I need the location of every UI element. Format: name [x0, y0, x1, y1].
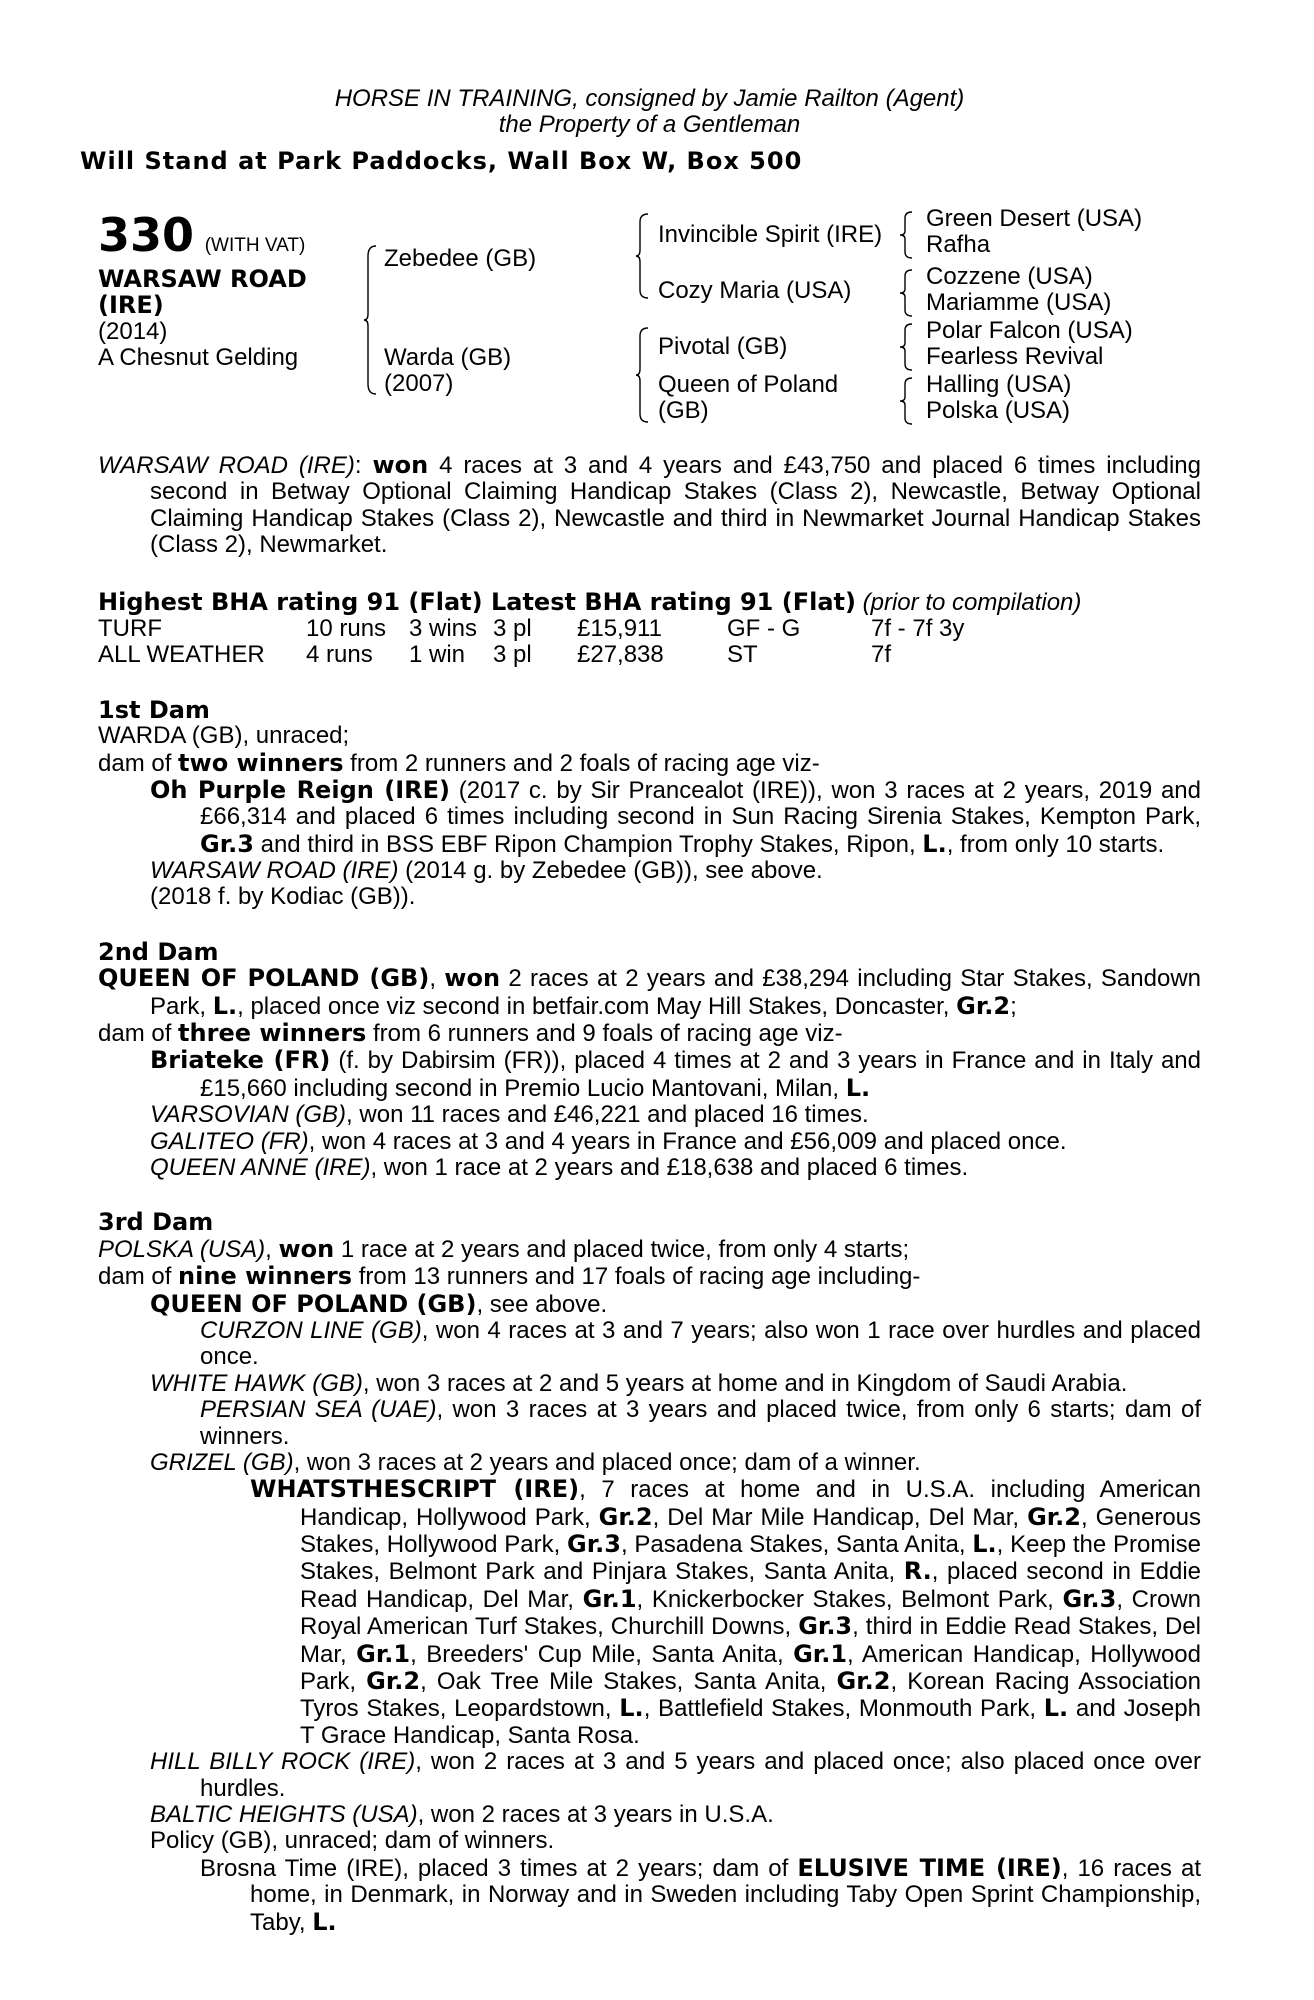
dam2-heading: 2nd Dam [98, 937, 219, 966]
progeny-text: , Generous Stakes, Hollywood Park, [300, 1503, 1202, 1559]
form-table [98, 616, 964, 669]
form-surface: ALL WEATHER [98, 641, 265, 669]
progeny-text: , won 1 race at 2 years and £18,638 and placed 6 times. [370, 1153, 969, 1181]
dam2-text: ; [1010, 992, 1017, 1020]
summary-colon: : [354, 452, 362, 479]
dam3-grandprogeny-brosna [98, 1855, 1201, 1936]
brace-g4 [900, 376, 914, 426]
form-places: 3 pl [493, 614, 532, 642]
form-distance: 7f [871, 641, 892, 669]
grade-label: Gr.2 [598, 1502, 653, 1531]
dam3-grandprogeny-whatsthescript [98, 1476, 1201, 1749]
progeny-text: , 16 races at home, in Denmark, in Norway and in Sweden including Taby Open Sprint Championship, Taby, [250, 1854, 1202, 1936]
grade-label: Gr.3 [567, 1530, 621, 1559]
progeny-text: , American Handicap, Hollywood Park, [300, 1640, 1201, 1696]
brace-g1 [900, 210, 914, 260]
dam3-name: POLSKA (USA) [98, 1235, 266, 1263]
progeny-text: (2017 c. by Sir Prancealot (IRE)), won 3 races at 2 years, 2019 and £66,314 and placed 6 times including second in Sun Racing Sirenia Stakes, Kempton Park, [200, 776, 1202, 831]
ped-dam: Warda (GB) [384, 344, 512, 371]
progeny-name: HILL BILLY ROCK (IRE) [150, 1748, 416, 1776]
progeny-text: and third in BSS EBF Ripon Champion Trophy Stakes, Ripon, [253, 830, 923, 858]
ped-dss: Polar Falcon (USA) [926, 317, 1133, 344]
progeny-name: QUEEN OF POLAND (GB) [150, 1289, 477, 1318]
lot-number: 330 [98, 208, 195, 262]
form-going: ST [727, 641, 758, 669]
ped-dam-dam-2: (GB) [658, 397, 709, 424]
restricted-label: R. [903, 1557, 932, 1586]
dam2-won: won [444, 964, 501, 993]
horse-description: A Chesnut Gelding [98, 344, 299, 372]
progeny-text: (f. by Dabirsim (FR)), placed 4 times at 2 and 3 years in France and in Italy and £15,660 including second in Premio Lucio Mantovani, Milan, [200, 1047, 1201, 1102]
progeny-text: , Del Mar Mile Handicap, Del Mar, [652, 1503, 1028, 1531]
form-distance: 7f - 7f 3y [871, 614, 965, 642]
dam1-progeny-3: (2018 f. by Kodiac (GB)). [150, 883, 416, 911]
dam3-winners: nine winners [178, 1262, 353, 1291]
listed-label: L. [922, 829, 947, 858]
dam2-progeny-4 [98, 1155, 1201, 1181]
dam1-heading: 1st Dam [98, 695, 210, 724]
ped-dds: Halling (USA) [926, 371, 1072, 398]
dam3-progeny-curzon [98, 1318, 1201, 1371]
progeny-text: , won 3 races at 2 and 5 years at home and in Kingdom of Saudi Arabia. [362, 1369, 1128, 1397]
dam1-line2 [98, 750, 1201, 777]
summary-paragraph [98, 452, 1201, 559]
dam1-line1: WARDA (GB), unraced; [98, 722, 350, 750]
progeny-name: WARSAW ROAD (IRE) [150, 857, 399, 885]
dam1-line2-c: from 2 runners and 2 foals of racing age viz- [343, 749, 820, 777]
ped-ddd: Polska (USA) [926, 397, 1071, 424]
header-line-1 [98, 86, 1201, 112]
form-row-all-weather [98, 642, 964, 668]
progeny-text: (2014 g. by Zebedee (GB)), see above. [398, 857, 823, 885]
form-wins: 3 wins [409, 614, 478, 642]
listed-label: L. [845, 1073, 871, 1102]
progeny-text: , placed second in Eddie Read Handicap, Del Mar, [300, 1558, 1201, 1613]
header-line-2 [98, 112, 1201, 138]
progeny-text: , from only 10 starts. [946, 830, 1165, 858]
grade-label: Gr.2 [836, 1667, 891, 1696]
listed-label: L. [619, 1694, 644, 1723]
progeny-text: , won 4 races at 3 and 7 years; also won 1 race over hurdles and placed once. [200, 1316, 1201, 1371]
progeny-text: , see above. [476, 1290, 608, 1318]
dam2-winners: three winners [178, 1019, 367, 1048]
dam3-produce-line [98, 1263, 1201, 1290]
progeny-name: CURZON LINE (GB) [200, 1316, 422, 1344]
progeny-text: , won 2 races at 3 and 5 years and placed once; also placed once over hurdles. [200, 1748, 1201, 1802]
header-line-1-text: HORSE IN TRAINING, consigned by Jamie Railton (Agent) [334, 85, 965, 112]
progeny-text: , third in Eddie Read Stakes, Del Mar, [300, 1613, 1202, 1668]
progeny-text: , 7 races at home and in U.S.A. including American Handicap, Hollywood Park, [300, 1476, 1201, 1531]
progeny-name: GRIZEL (GB) [150, 1448, 294, 1476]
progeny-text: Brosna Time (IRE), placed 3 times at 2 years; dam of [200, 1854, 798, 1882]
grade-label: Gr.2 [956, 991, 1011, 1020]
dam2-progeny-2 [98, 1102, 1201, 1128]
brace-sire-parents [636, 212, 650, 300]
dam3-progeny-hill-billy [98, 1749, 1201, 1802]
progeny-name: BALTIC HEIGHTS (USA) [150, 1800, 418, 1828]
ped-sss: Green Desert (USA) [926, 205, 1143, 232]
summary-horse-name: WARSAW ROAD (IRE) [98, 452, 355, 479]
summary-won: won [372, 451, 429, 479]
horse-name-line2: (IRE) [98, 291, 164, 320]
dam3-record [98, 1236, 1201, 1263]
ped-sdd: Mariamme (USA) [926, 289, 1112, 316]
ped-sire: Zebedee (GB) [384, 245, 537, 272]
grade-label: Gr.1 [356, 1639, 411, 1668]
progeny-text: , Pasadena Stakes, Santa Anita, [620, 1531, 973, 1559]
progeny-text: , won 2 races at 3 years in U.S.A. [417, 1800, 774, 1828]
form-surface: TURF [98, 614, 162, 642]
dam3-text: 1 race at 2 years and placed twice, from only 4 starts; [334, 1235, 910, 1263]
brace-dam-parents [636, 326, 650, 424]
listed-label: L. [972, 1530, 997, 1559]
ped-ssd: Rafha [926, 231, 991, 258]
dam1-progeny-2 [98, 858, 1201, 884]
dam3-produce-c: from 13 runners and 17 foals of racing age including- [352, 1263, 921, 1291]
grade-label: Gr.1 [582, 1584, 637, 1613]
dam2-progeny-1 [98, 1047, 1201, 1102]
progeny-text: , Breeders' Cup Mile, Santa Anita, [410, 1640, 794, 1668]
progeny-text: , Battlefield Stakes, Monmouth Park, [643, 1695, 1044, 1723]
ped-dsd: Fearless Revival [926, 343, 1104, 370]
dam3-progeny-queen [98, 1291, 1201, 1318]
listed-label: L. [1043, 1694, 1069, 1723]
header-line-2-text: the Property of a Gentleman [498, 111, 801, 138]
horse-name-line1: WARSAW ROAD [98, 265, 307, 293]
progeny-name: WHITE HAWK (GB) [150, 1369, 363, 1397]
grade-label: Gr.1 [793, 1639, 848, 1668]
progeny-text: , won 3 races at 3 years and placed twice, from only 6 starts; dam of winners. [200, 1396, 1201, 1450]
dam1-winners: two winners [178, 748, 344, 777]
lot-block [98, 210, 305, 261]
progeny-name: VARSOVIAN (GB) [150, 1101, 347, 1129]
ratings-note: (prior to compilation) [862, 588, 1082, 616]
form-wins: 1 win [409, 641, 466, 669]
ratings-line [98, 589, 1201, 616]
form-row-turf [98, 616, 964, 642]
form-places: 3 pl [493, 641, 532, 669]
lot-details [98, 266, 307, 372]
dam2-name: QUEEN OF POLAND (GB) [98, 964, 430, 993]
form-prize-money: £27,838 [577, 641, 664, 669]
ped-sire-dam: Cozy Maria (USA) [658, 277, 852, 304]
dam2-produce-line [98, 1020, 1201, 1047]
dam3-progeny-white [98, 1371, 1201, 1397]
dam2-text: 2 races at 2 years and £38,294 including Star Stakes, Sandown Park, [150, 965, 1201, 1020]
dam2-comma: , [429, 965, 445, 993]
lot-vat: (WITH VAT) [204, 235, 306, 256]
brace-g3 [900, 322, 914, 372]
listed-label: L. [212, 991, 238, 1020]
dam3-progeny-persian [98, 1397, 1201, 1450]
ped-sds: Cozzene (USA) [926, 263, 1093, 290]
progeny-name: GALITEO (FR) [150, 1127, 309, 1155]
ped-sire-sire: Invincible Spirit (IRE) [658, 221, 883, 248]
progeny-text: , Keep the Promise Stakes, Belmont Park and Pinjara Stakes, Santa Anita, [300, 1531, 1202, 1586]
brace-sire-dam [364, 244, 378, 396]
progeny-name: QUEEN ANNE (IRE) [150, 1153, 371, 1181]
progeny-name: Oh Purple Reign (IRE) [150, 775, 451, 804]
horse-year: (2014) [98, 317, 168, 345]
dam2-progeny-3 [98, 1129, 1201, 1155]
summary-text: 4 races at 3 and 4 years and £43,750 and placed 6 times including second in Betway Optional Claiming Handicap Stakes (Class 2), Newcastle, Betway Optional Claiming Handicap Stakes (Class 2), Newcastle and third in Newmarket Journal Handicap Stakes (Class 2), Newmarket. [150, 452, 1202, 559]
header-line-3-text: Will Stand at Park Paddocks, Wall Box W, Box 500 [80, 147, 803, 175]
form-runs: 10 runs [306, 614, 387, 642]
dam2-produce-a: dam of [98, 1020, 179, 1048]
form-going: GF - G [727, 614, 801, 642]
dam3-progeny-grizel [98, 1450, 1201, 1476]
dam3-progeny-policy: Policy (GB), unraced; dam of winners. [150, 1827, 555, 1855]
listed-label: L. [312, 1907, 337, 1936]
dam1-progeny-1 [98, 777, 1201, 858]
dam3-comma: , [265, 1235, 279, 1263]
dam3-won: won [278, 1234, 335, 1263]
grade-label: Gr.2 [366, 1667, 421, 1696]
header-line-3 [80, 148, 1215, 174]
progeny-name: Briateke (FR) [150, 1046, 331, 1075]
dam2-record [98, 965, 1201, 1020]
progeny-name: ELUSIVE TIME (IRE) [797, 1853, 1062, 1882]
form-prize-money: £15,911 [577, 614, 662, 642]
brace-g2 [900, 268, 914, 318]
progeny-text: , Knickerbocker Stakes, Belmont Park, [636, 1585, 1063, 1613]
progeny-text: , Oak Tree Mile Stakes, Santa Anita, [420, 1668, 837, 1696]
progeny-text: , Korean Racing Association Tyros Stakes, Leopardstown, [300, 1668, 1201, 1723]
ped-dam-dam-1: Queen of Poland [658, 371, 839, 398]
form-runs: 4 runs [306, 641, 373, 669]
progeny-name: PERSIAN SEA (UAE) [200, 1396, 437, 1424]
ped-dam-year: (2007) [384, 370, 454, 397]
grade-label: Gr.3 [200, 829, 254, 858]
ratings-bold: Highest BHA rating 91 (Flat) Latest BHA rating 91 (Flat) [98, 587, 856, 616]
dam2-text: , placed once viz second in betfair.com May Hill Stakes, Doncaster, [237, 992, 957, 1020]
dam1-line2-a: dam of [98, 749, 179, 777]
ped-dam-sire: Pivotal (GB) [658, 333, 788, 360]
progeny-text: , Crown Royal American Turf Stakes, Churchill Downs, [300, 1585, 1202, 1641]
grade-label: Gr.3 [1062, 1584, 1117, 1613]
dam3-produce-a: dam of [98, 1263, 179, 1291]
dam3-progeny-baltic [98, 1802, 1201, 1828]
dam3-heading: 3rd Dam [98, 1208, 214, 1237]
catalogue-body [98, 452, 1201, 1936]
progeny-text: and Joseph T Grace Handicap, Santa Rosa. [300, 1695, 1201, 1749]
progeny-text: , won 3 races at 2 years and placed once; dam of a winner. [293, 1448, 921, 1476]
grade-label: Gr.2 [1027, 1502, 1081, 1531]
progeny-text: , won 4 races at 3 and 4 years in France and £56,009 and placed once. [308, 1127, 1067, 1155]
grade-label: Gr.3 [798, 1612, 853, 1641]
dam2-produce-c: from 6 runners and 9 foals of racing age viz- [366, 1020, 843, 1048]
progeny-text: , won 11 races and £46,221 and placed 16 times. [346, 1101, 869, 1129]
progeny-name: WHATSTHESCRIPT (IRE) [250, 1475, 580, 1504]
